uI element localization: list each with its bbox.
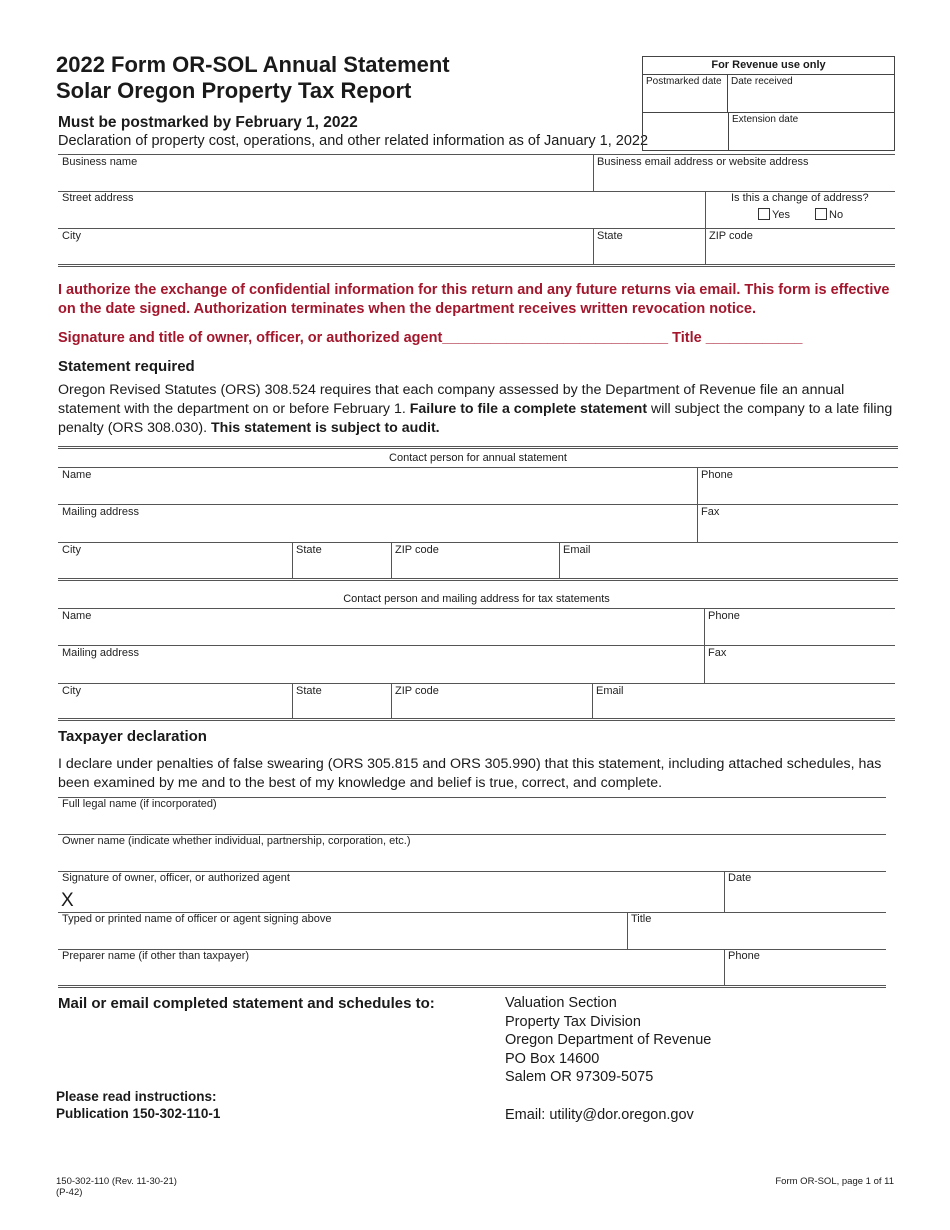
business-email-label: Business email address or website address <box>597 156 809 168</box>
contact-tax-fax-label: Fax <box>708 647 727 659</box>
contact-annual-city-input[interactable] <box>58 542 292 578</box>
contact-annual-email-input[interactable] <box>560 542 898 578</box>
city-input[interactable] <box>58 228 593 265</box>
signature-x-mark: X <box>61 890 74 911</box>
contact-annual-phone-label: Phone <box>701 469 733 481</box>
instructions-note: Please read instructions: Publication 150-302-110-1 <box>56 1089 221 1121</box>
statement-heading: Statement required <box>58 358 195 375</box>
preparer-name-label: Preparer name (if other than taxpayer) <box>62 950 250 962</box>
authorization-signature-line[interactable]: Signature and title of owner, officer, or authorized agent____________________________ Title ____________ <box>58 330 803 346</box>
contact-tax-phone-label: Phone <box>708 610 740 622</box>
change-address-no[interactable]: No <box>815 208 843 221</box>
yes-checkbox[interactable] <box>758 208 770 220</box>
contact-tax-title: Contact person and mailing address for tax statements <box>343 593 610 605</box>
contact-tax-phone-input[interactable] <box>705 608 895 645</box>
title-label: Title <box>631 913 652 925</box>
contact-annual-mailing-input[interactable] <box>58 504 697 543</box>
date-label: Date <box>728 872 752 884</box>
business-email-input[interactable] <box>594 154 895 192</box>
contact-tax-mailing-input[interactable] <box>58 645 704 684</box>
typed-name-label: Typed or printed name of officer or agent signing above <box>62 913 332 925</box>
signature-label: Signature of owner, officer, or authorized agent <box>62 872 290 884</box>
declaration-line: Declaration of property cost, operations, and other related information as of January 1, 2022 <box>58 133 649 149</box>
contact-annual-zip-input[interactable] <box>392 542 559 578</box>
contact-tax-zip-input[interactable] <box>392 683 592 718</box>
statement-text: Oregon Revised Statutes (ORS) 308.524 requires that each company assessed by the Department of Revenue file an annual statement with the department on or before February 1. Failure to file a complete statement will subject the company to a late filing penalty (ORS 308.030). This statement is subject to audit. <box>58 382 893 436</box>
full-legal-name-input[interactable] <box>58 797 886 834</box>
declaration-text: I declare under penalties of false swearing (ORS 305.815 and ORS 305.990) that this statement, including attached schedules, has been examined by me and to the best of my knowledge and belief is true, correct, and complete. <box>58 756 882 791</box>
business-name-label: Business name <box>62 156 138 168</box>
postmarked-date-field: Postmarked date <box>643 75 728 113</box>
full-legal-name-label: Full legal name (if incorporated) <box>62 798 217 810</box>
contact-tax-state-label: State <box>296 685 322 697</box>
date-input[interactable] <box>725 871 886 912</box>
preparer-phone-label: Phone <box>728 950 760 962</box>
business-name-input[interactable] <box>58 154 593 192</box>
contact-tax-fax-input[interactable] <box>705 645 895 684</box>
contact-annual-name-input[interactable] <box>58 467 697 504</box>
zip-label: ZIP code <box>709 230 753 242</box>
mailing-email: Email: utility@dor.oregon.gov <box>505 1107 694 1123</box>
preparer-phone-input[interactable] <box>725 949 886 986</box>
contact-tax-state-input[interactable] <box>293 683 391 718</box>
form-number: 150-302-110 (Rev. 11-30-21) (P-42) <box>56 1176 177 1198</box>
revenue-use-box <box>642 56 895 151</box>
contact-annual-zip-label: ZIP code <box>395 544 439 556</box>
contact-annual-fax-label: Fax <box>701 506 720 518</box>
date-received-field: Date received <box>728 75 895 113</box>
contact-annual-state-label: State <box>296 544 322 556</box>
contact-tax-zip-label: ZIP code <box>395 685 439 697</box>
owner-name-label: Owner name (indicate whether individual, partnership, corporation, etc.) <box>62 835 411 847</box>
state-input[interactable] <box>594 228 705 265</box>
contact-annual-mailing-label: Mailing address <box>62 506 140 518</box>
page-number: Form OR-SOL, page 1 of 11 <box>775 1176 894 1187</box>
contact-annual-city-label: City <box>62 544 81 556</box>
deadline: Must be postmarked by February 1, 2022 <box>58 114 358 131</box>
street-address-label: Street address <box>62 192 134 204</box>
typed-name-input[interactable] <box>58 912 627 949</box>
contact-annual-phone-input[interactable] <box>698 467 898 504</box>
mail-heading: Mail or email completed statement and schedules to: <box>58 995 435 1012</box>
revenue-box-header: For Revenue use only <box>643 57 894 75</box>
owner-name-input[interactable] <box>58 834 886 871</box>
contact-tax-mailing-label: Mailing address <box>62 647 140 659</box>
contact-annual-name-label: Name <box>62 469 92 481</box>
signature-input[interactable] <box>58 871 724 912</box>
extension-date-field: Extension date <box>728 113 895 151</box>
form-title: 2022 Form OR-SOL Annual Statement Solar Oregon Property Tax Report <box>56 52 450 103</box>
contact-annual-email-label: Email <box>563 544 591 556</box>
contact-tax-city-label: City <box>62 685 81 697</box>
preparer-name-input[interactable] <box>58 949 724 986</box>
declaration-heading: Taxpayer declaration <box>58 728 207 745</box>
contact-tax-name-input[interactable] <box>58 608 704 645</box>
change-of-address-question: Is this a change of address? <box>731 192 869 204</box>
street-address-input[interactable] <box>58 191 705 229</box>
city-label: City <box>62 230 81 242</box>
contact-annual-fax-input[interactable] <box>698 504 898 543</box>
contact-tax-email-input[interactable] <box>593 683 895 718</box>
contact-tax-name-label: Name <box>62 610 92 622</box>
contact-annual-state-input[interactable] <box>293 542 391 578</box>
zip-input[interactable] <box>706 228 895 265</box>
authorization-text: I authorize the exchange of confidential information for this return and any future returns via email. This form is effective on the date signed. Authorization terminates when the department receives written revocation notice. <box>58 282 890 317</box>
contact-tax-city-input[interactable] <box>58 683 292 718</box>
state-label: State <box>597 230 623 242</box>
change-address-yes[interactable]: Yes <box>758 208 790 221</box>
no-checkbox[interactable] <box>815 208 827 220</box>
contact-annual-title: Contact person for annual statement <box>389 452 567 464</box>
mailing-address: Valuation Section Property Tax Division Oregon Department of Revenue PO Box 14600 Salem OR 97309-5075 <box>505 995 712 1086</box>
title-input[interactable] <box>628 912 886 949</box>
contact-tax-email-label: Email <box>596 685 624 697</box>
